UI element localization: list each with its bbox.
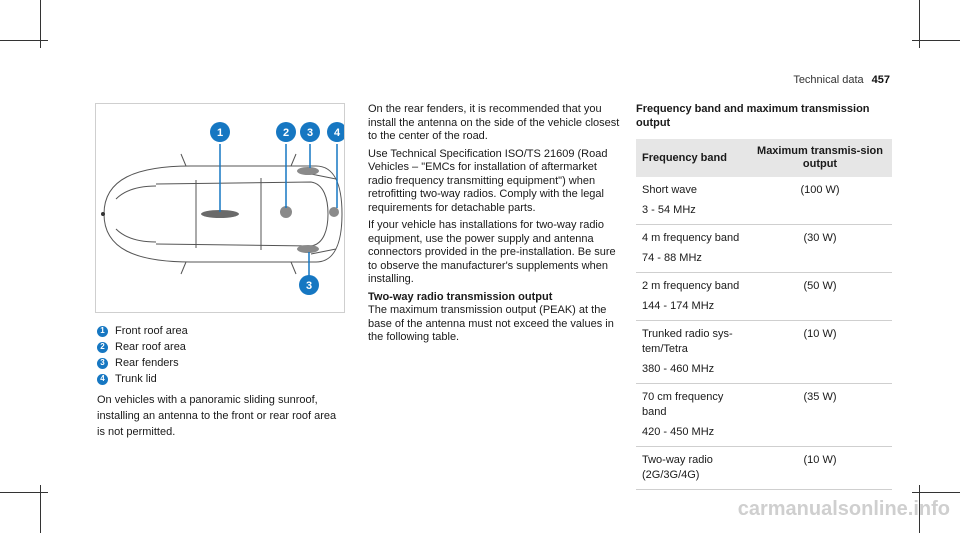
callout-4-label: 4 [333,127,341,139]
band-range: 380 - 460 MHz [642,363,715,375]
page-number: 457 [871,74,890,86]
legend-label: Rear roof area [115,341,186,353]
table-title: Frequency band and maximum transmission output [636,103,870,129]
callout-badge: 1 [97,326,108,337]
rear-fender-antenna-area [297,245,319,253]
power-cell: (10 W) [748,321,892,384]
power-cell: (50 W) [748,273,892,321]
band-name: Short wave [642,184,698,196]
power-cell: (35 W) [748,384,892,447]
band-name: 2 m frequency band [642,280,740,292]
legend-label: Trunk lid [115,373,157,385]
running-header [793,74,890,86]
callout-badge: 4 [97,374,108,385]
callout-badge: 3 [97,358,108,369]
band-range: 74 - 88 MHz [642,252,702,264]
crop-mark [912,492,960,493]
callout-3-label: 3 [306,127,314,139]
band-name: 4 m frequency band [642,232,740,244]
power-cell: (10 W) [748,447,892,490]
band-name: Trunked radio sys-tem/Tetra [642,328,733,355]
band-name: Two-way radio (2G/3G/4G) [642,454,713,481]
band-cell [636,177,748,225]
legend-label: Front roof area [115,325,188,337]
column-header: Frequency band [636,139,748,177]
power-cell: (100 W) [748,177,892,225]
legend-label: Rear fenders [115,357,179,369]
legend-item [97,355,347,371]
antenna-location-figure [95,103,345,313]
rear-fender-antenna-area [297,167,319,175]
paragraph: Use Technical Specification ISO/TS 21609 (Road Vehicles – "EMCs for installation of aftermarket radio frequency transmitting equipment") when retrofitting two-way radios. Comply with the legal requirements for detachable parts. [368,147,608,214]
table-column [636,103,892,490]
figure-legend [97,323,347,440]
legend-item [97,371,347,387]
callout-1-label: 1 [216,127,224,139]
callout-badge: 2 [97,342,108,353]
sunroof-note: On vehicles with a panoramic sliding sunroof, installing an antenna to the front or rear roof area is not permitted. [97,394,337,438]
body-column [368,103,624,349]
callout-2-label: 2 [282,127,290,139]
band-cell [636,447,748,490]
table-row [636,321,892,384]
band-cell [636,225,748,273]
band-range: 420 - 450 MHz [642,426,715,438]
antenna-point [101,212,105,216]
callout-3-lower-label: 3 [305,280,313,292]
table-row [636,225,892,273]
table-row [636,273,892,321]
band-range: 3 - 54 MHz [642,204,696,216]
band-range: 144 - 174 MHz [642,300,715,312]
section-title: Technical data [793,74,864,86]
table-row [636,177,892,225]
watermark: carmanualsonline.info [737,498,950,520]
band-name: 70 cm frequency band [642,391,724,418]
power-cell: (30 W) [748,225,892,273]
paragraph: If your vehicle has installations for two-way radio equipment, use the power supply and antenna connectors provided in the pre-installation. Be sure to observe the manufacturer's supplements when installing. [368,219,616,285]
paragraph: The maximum transmission output (PEAK) at the base of the antenna must not exceed the values in the following table. [368,304,614,343]
crop-mark [0,40,48,41]
paragraph: On the rear fenders, it is recommended that you install the antenna on the side of the vehicle closest to the center of the road. [368,103,620,142]
car-top-view-illustration [96,104,344,312]
section-heading: Two-way radio transmission output [368,290,553,303]
legend-item [97,323,347,339]
table-row [636,384,892,447]
crop-mark [912,40,960,41]
band-cell [636,321,748,384]
table-row [636,447,892,490]
table-header-row [636,139,892,177]
column-header: Maximum transmis-sion output [748,139,892,177]
crop-mark [0,492,48,493]
band-cell [636,273,748,321]
trunk-lid-antenna-area [329,207,339,217]
legend-item [97,339,347,355]
frequency-table [636,139,892,490]
band-cell [636,384,748,447]
